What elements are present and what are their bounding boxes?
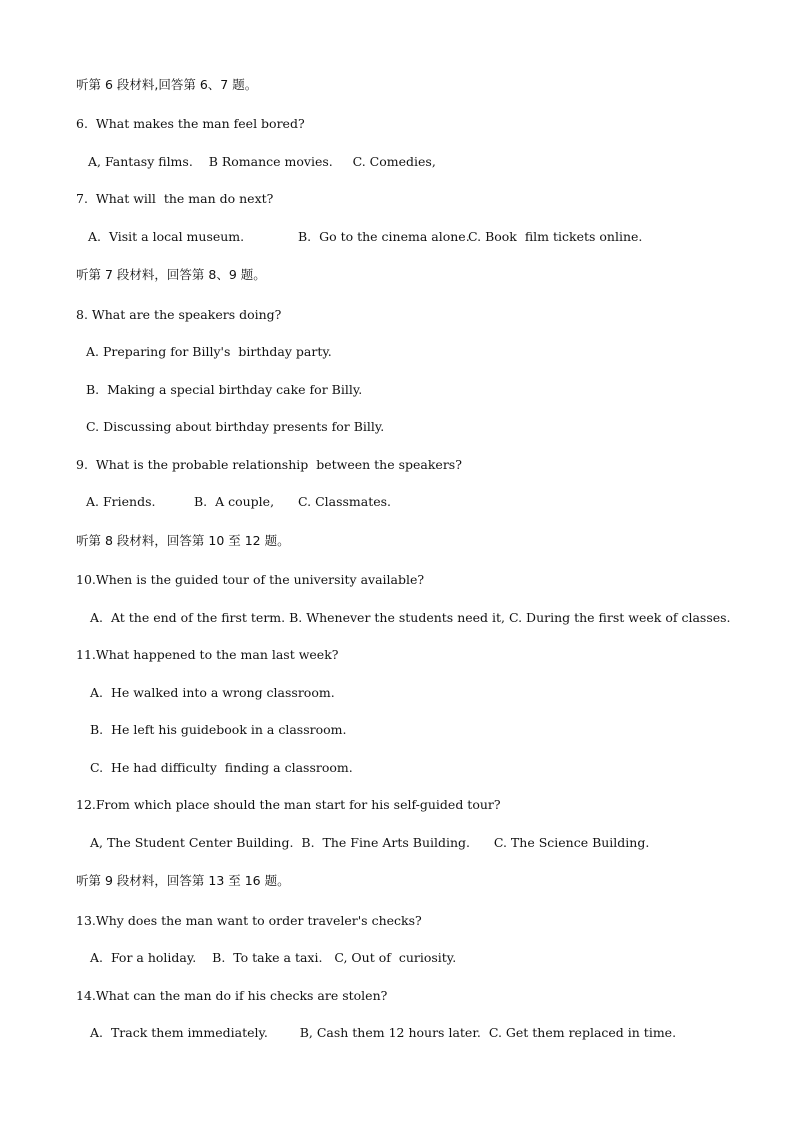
question-7-option-c: C. Book film tickets online. — [468, 229, 643, 244]
question-6-options: A, Fantasy films. B Romance movies. C. Comedies, — [88, 154, 436, 169]
question-10: 10.When is the guided tour of the university available? — [76, 572, 425, 587]
question-7-option-b: B. Go to the cinema alone. — [298, 229, 470, 244]
question-8-option-a: A. Preparing for Billy's birthday party. — [86, 344, 332, 359]
question-12: 12.From which place should the man start for his self-guided tour? — [76, 797, 501, 812]
question-7: 7. What will the man do next? — [76, 191, 274, 206]
question-8: 8. What are the speakers doing? — [76, 307, 282, 322]
question-11-option-a: A. He walked into a wrong classroom. — [90, 685, 335, 700]
question-10-options: A. At the end of the first term. B. Whenever the students need it, C. During the first week of classes. — [90, 610, 731, 625]
question-14: 14.What can the man do if his checks are stolen? — [76, 988, 388, 1003]
section-heading-7: 听第 7 段材料，回答第 8、9 题。 — [76, 267, 266, 282]
section-heading-9: 听第 9 段材料，回答第 13 至 16 题。 — [76, 873, 290, 888]
question-13: 13.Why does the man want to order traveler's checks? — [76, 913, 422, 928]
question-6: 6. What makes the man feel bored? — [76, 116, 305, 131]
question-13-options: A. For a holiday. B. To take a taxi. C, Out of curiosity. — [90, 950, 457, 965]
question-14-options: A. Track them immediately. B, Cash them 12 hours later. C. Get them replaced in time. — [90, 1025, 677, 1040]
question-9-option-b: B. A couple, — [194, 494, 275, 509]
question-11-option-b: B. He left his guidebook in a classroom. — [90, 722, 347, 737]
section-heading-6: 听第 6 段材料,回答第 6、7 题。 — [76, 77, 258, 92]
question-8-option-c: C. Discussing about birthday presents for Billy. — [86, 419, 385, 434]
question-9: 9. What is the probable relationship between the speakers? — [76, 457, 462, 472]
section-heading-8: 听第 8 段材料，回答第 10 至 12 题。 — [76, 533, 290, 548]
question-9-option-c: C. Classmates. — [298, 494, 392, 509]
question-7-option-a: A. Visit a local museum. — [88, 229, 245, 244]
question-11: 11.What happened to the man last week? — [76, 647, 339, 662]
question-9-option-a: A. Friends. — [86, 494, 156, 509]
question-12-options: A, The Student Center Building. B. The Fine Arts Building. C. The Science Building. — [90, 835, 650, 850]
question-8-option-b: B. Making a special birthday cake for Billy. — [86, 382, 363, 397]
question-11-option-c: C. He had difficulty finding a classroom. — [90, 760, 353, 775]
